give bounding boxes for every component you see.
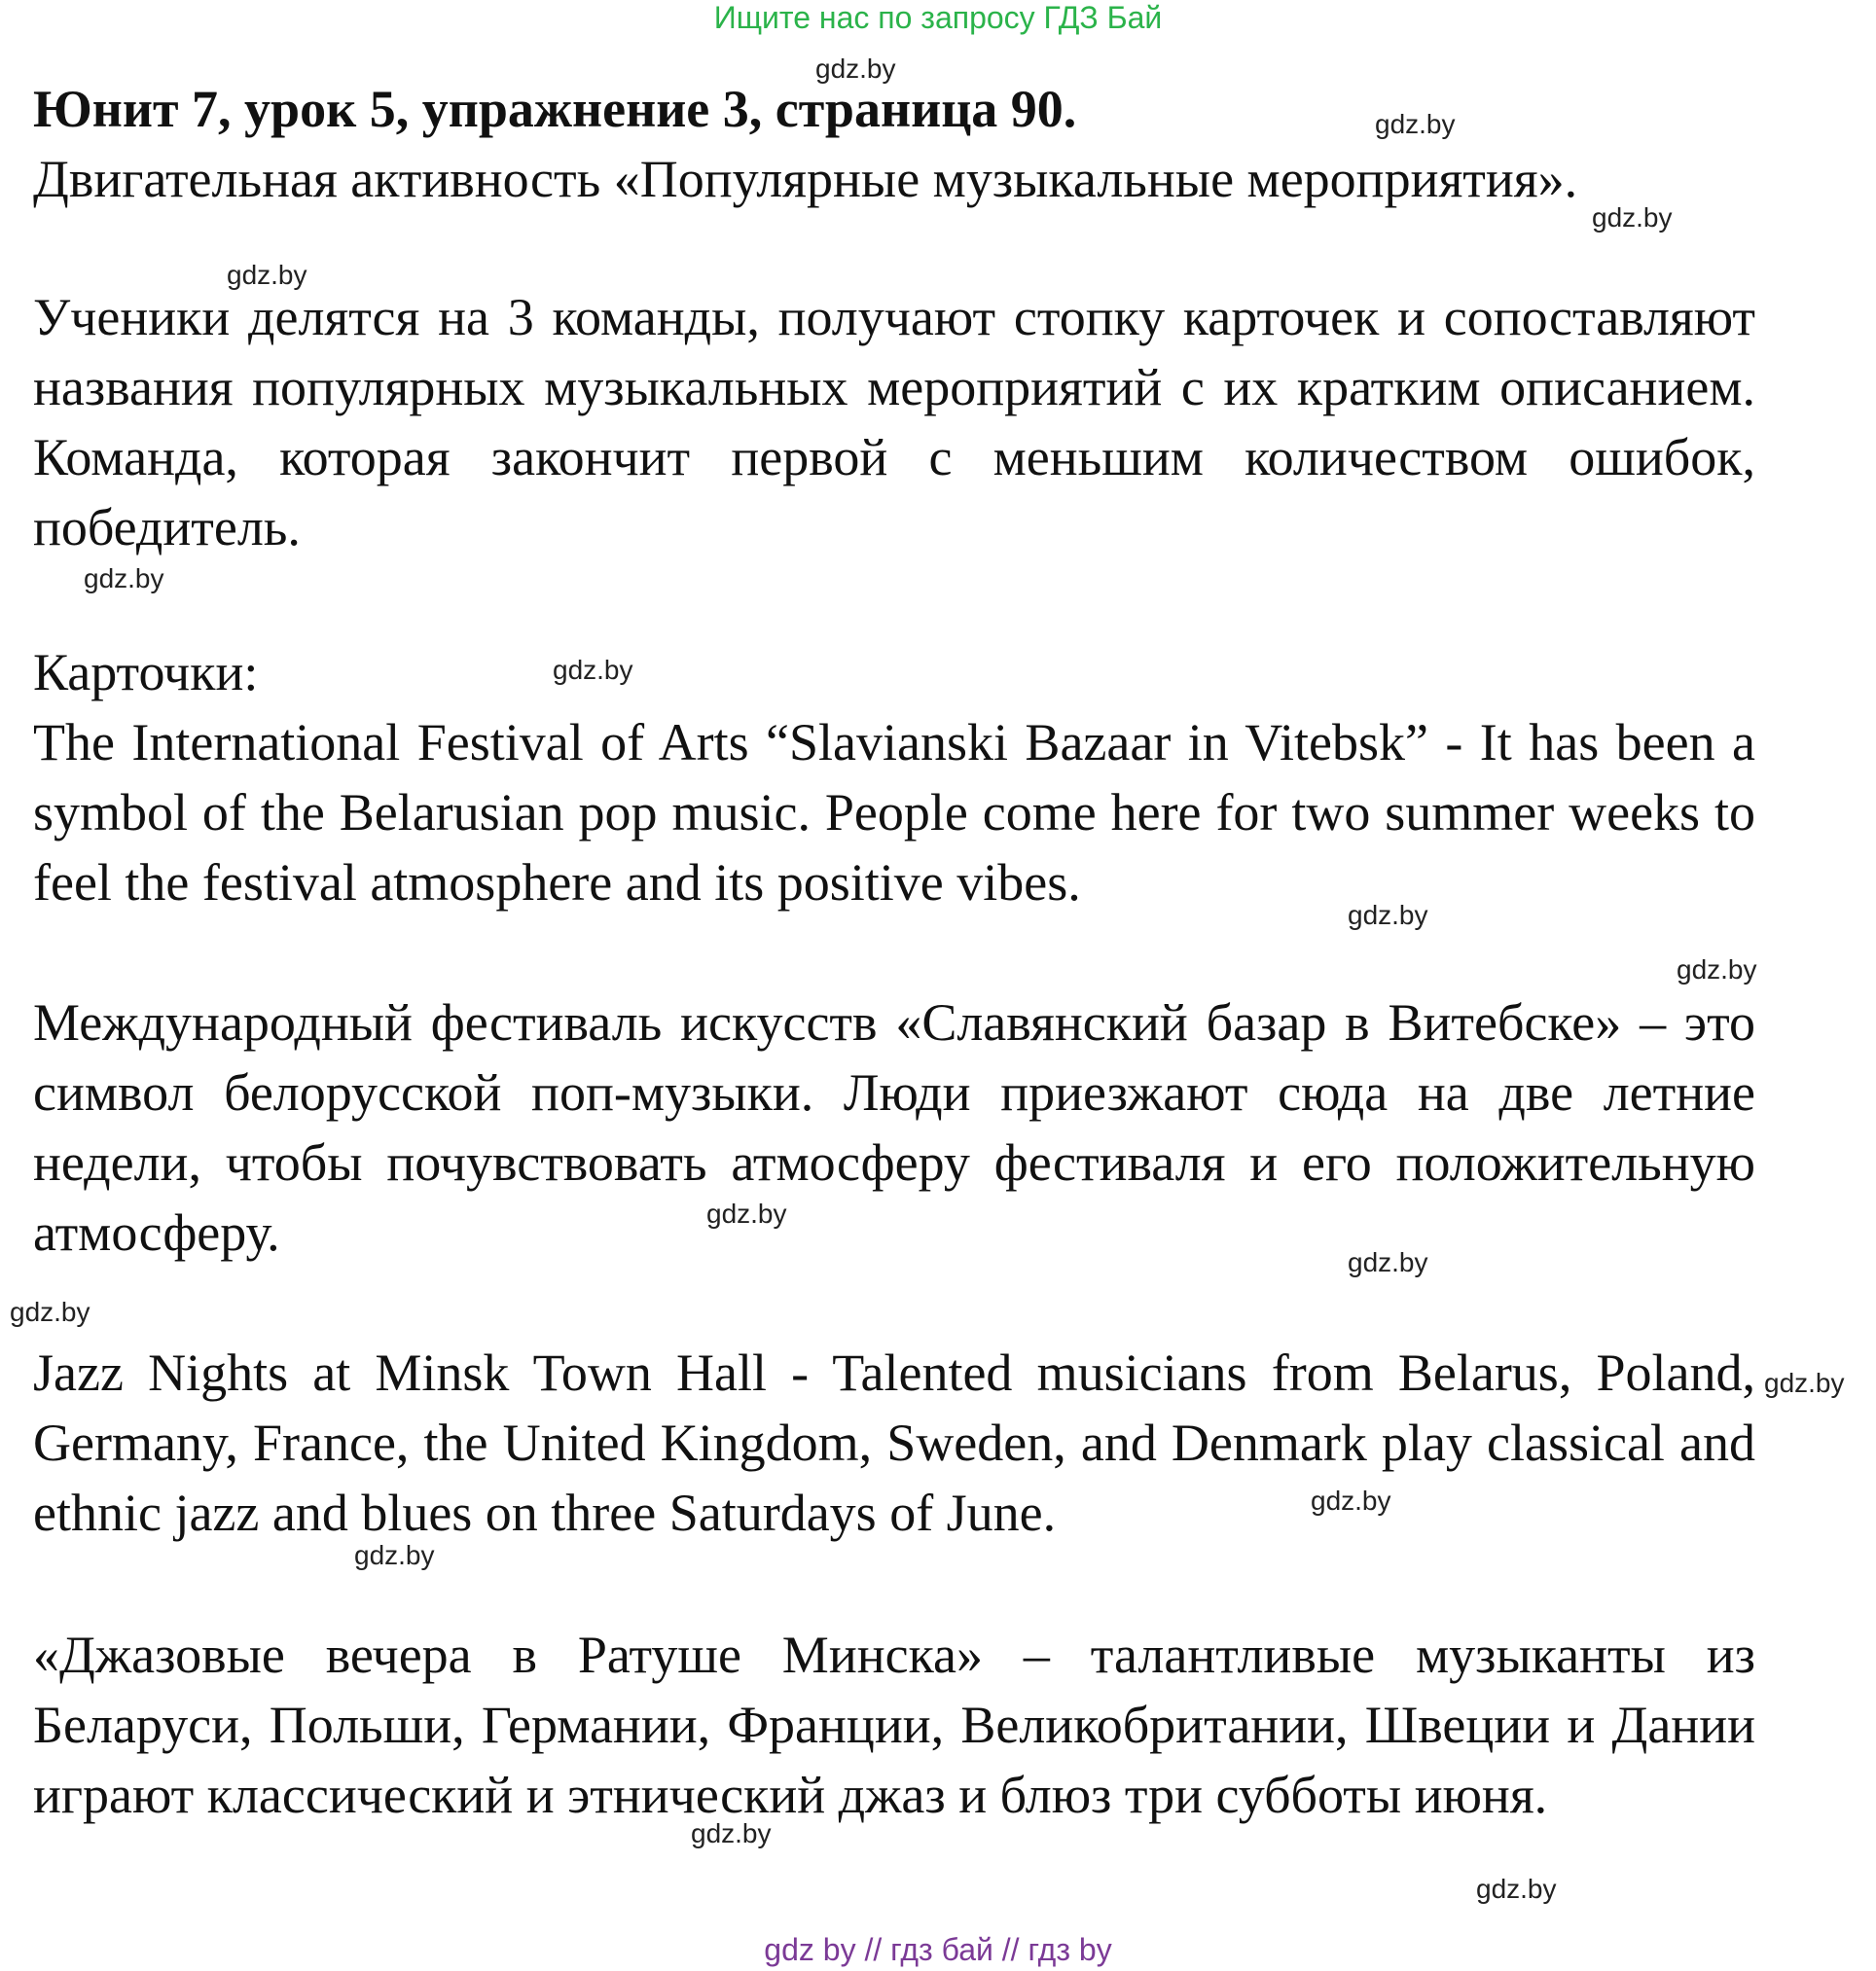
watermark: gdz.by (227, 260, 307, 290)
watermark: gdz.by (1348, 1247, 1428, 1277)
watermark: gdz.by (1677, 954, 1757, 985)
page-title: Юнит 7, урок 5, упражнение 3, страница 90. (33, 80, 1077, 138)
watermark: gdz.by (815, 54, 896, 84)
watermark: gdz.by (1375, 109, 1456, 139)
bottom-banner[interactable]: gdz by // гдз бай // гдз by (764, 1932, 1112, 1967)
card-2-russian: «Джазовые вечера в Ратуше Минска» – талантливые музыканты из Беларуси, Польши, Германии, Франции, Великобритании, Швеции и Дании играют классический и этнический джаз и блюз три субботы июня. (33, 1626, 1755, 1824)
watermark: gdz.by (1476, 1874, 1557, 1904)
card-2-english: Jazz Nights at Minsk Town Hall - Talented musicians from Belarus, Poland, Germany, France, the United Kingdom, Sweden, and Denmark play classical and ethnic jazz and blues on three Saturdays of June. (33, 1344, 1755, 1542)
watermark: gdz.by (1592, 202, 1673, 233)
watermark: gdz.by (691, 1818, 772, 1848)
watermark: gdz.by (1311, 1486, 1391, 1516)
watermark: gdz.by (1348, 900, 1428, 930)
watermark: gdz.by (706, 1199, 787, 1229)
watermark: gdz.by (84, 563, 164, 593)
card-1-english: The International Festival of Arts “Slavianski Bazaar in Vitebsk” - It has been a symbol of the Belarusian pop music. People come here for two summer weeks to feel the festival atmosphere and its positive vibes. (33, 713, 1755, 912)
card-1-russian: Международный фестиваль искусств «Славянский базар в Витебске» – это символ белорусской поп-музыки. Люди приезжают сюда на две летние недели, чтобы почувствовать атмосферу фестиваля и его положительную атмосферу. (33, 993, 1755, 1262)
watermark: gdz.by (1764, 1368, 1845, 1398)
watermark: gdz.by (354, 1540, 435, 1570)
instructions-paragraph: Ученики делятся на 3 команды, получают стопку карточек и сопоставляют названия популярных музыкальных мероприятий с их кратким описанием. Команда, которая закончит первой с меньшим количеством ошибок, победитель. (33, 288, 1755, 556)
page-subtitle: Двигательная активность «Популярные музыкальные мероприятия». (33, 150, 1578, 208)
watermark: gdz.by (10, 1297, 90, 1327)
cards-label: Карточки: (33, 643, 259, 701)
watermark: gdz.by (553, 655, 633, 685)
top-banner[interactable]: Ищите нас по запросу ГДЗ Бай (713, 0, 1163, 35)
